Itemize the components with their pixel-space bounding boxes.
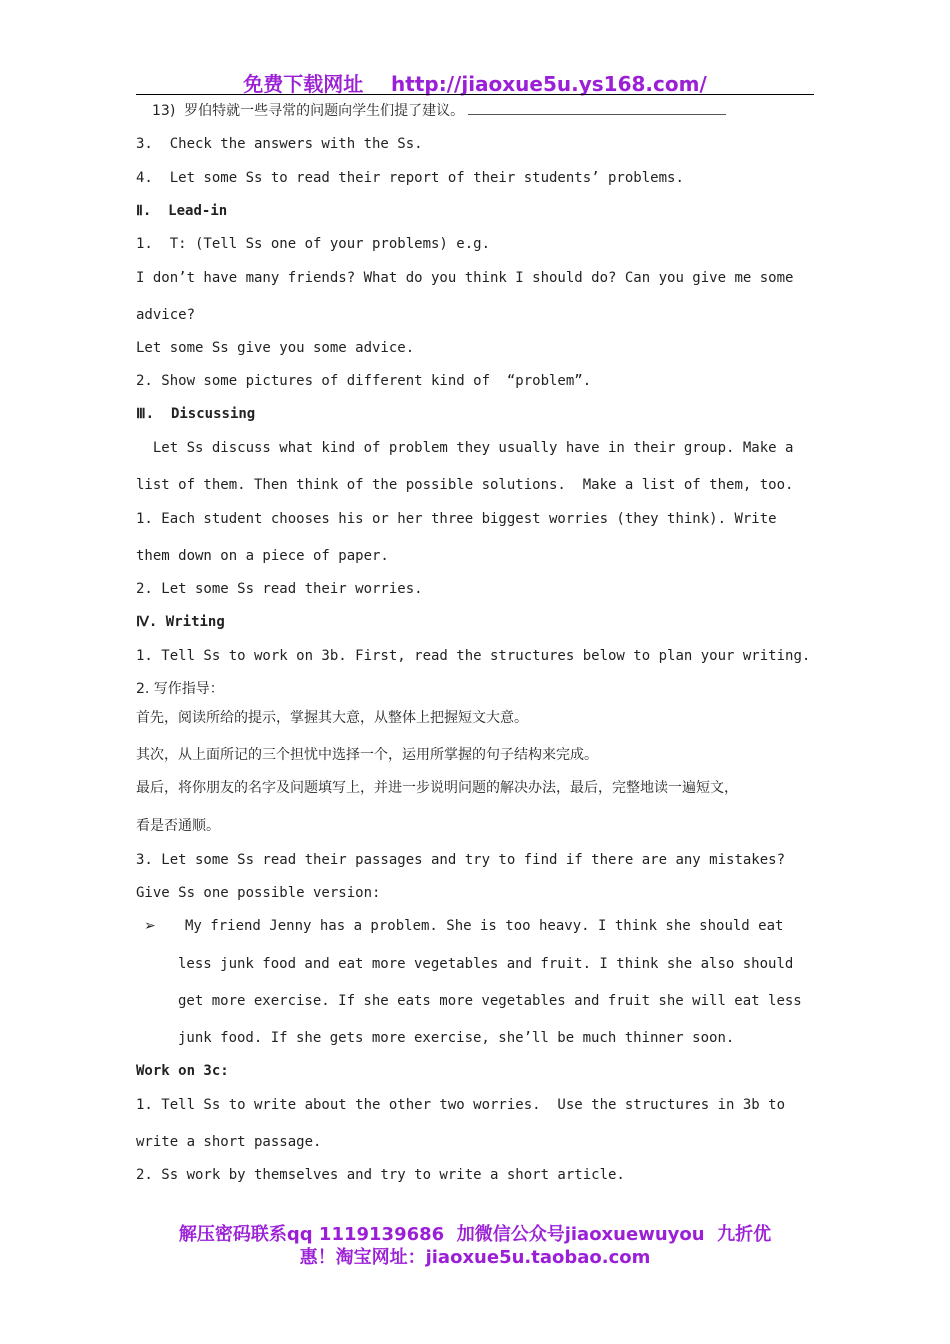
lead-in-example-line-1: I don’t have many friends? What do you think I should do? Can you give me some (136, 270, 794, 286)
writing-step-3: 3. Let some Ss read their passages and try to find if there are any mistakes? (136, 852, 786, 868)
step-read-report: 4. Let some Ss to read their report of their students’ problems. (136, 170, 684, 186)
sample-passage-line-1: My friend Jenny has a problem. She is too heavy. I think she should eat (185, 918, 784, 934)
writing-guide-last-line-2: 看是否通顺。 (136, 818, 220, 834)
work-3c-step-1-line-1: 1. Tell Ss to write about the other two worries. Use the structures in 3b to (136, 1097, 786, 1113)
lead-in-step-2: 2. Show some pictures of different kind of “problem”. (136, 373, 592, 389)
writing-guide-second: 其次，从上面所记的三个担忧中选择一个，运用所掌握的句子结构来完成。 (136, 747, 598, 763)
discussing-step-1-line-2: them down on a piece of paper. (136, 548, 389, 564)
discussing-intro-line-2: list of them. Then think of the possible solutions. Make a list of them, too. (136, 477, 794, 493)
section-lead-in-heading: Ⅱ. Lead-in (136, 203, 228, 219)
footer-line-2: 惠！淘宝网址：jiaoxue5u.taobao.com (299, 1247, 651, 1268)
work-3c-step-1-line-2: write a short passage. (136, 1134, 322, 1150)
exercise-13-text: 13) 罗伯特就一些寻常的问题向学生们提了建议。 (152, 103, 465, 119)
discussing-intro-line-1: Let Ss discuss what kind of problem they usually have in their group. Make a (136, 440, 794, 456)
writing-guide-first: 首先，阅读所给的提示，掌握其大意，从整体上把握短文大意。 (136, 710, 528, 726)
sample-passage-line-2: less junk food and eat more vegetables and fruit. I think she also should (178, 956, 794, 972)
header-link: 免费下载网址 http://jiaoxue5u.ys168.com/ (243, 72, 707, 96)
writing-step-1: 1. Tell Ss to work on 3b. First, read the structures below to plan your writing. (136, 648, 811, 664)
exercise-13 (152, 102, 726, 120)
section-discussing-heading: Ⅲ. Discussing (136, 406, 256, 422)
section-writing-heading: Ⅳ. Writing (136, 614, 225, 630)
work-3c-step-2: 2. Ss work by themselves and try to write a short article. (136, 1167, 625, 1183)
footer-line-1: 解压密码联系qq 1119139686 加微信公众号jiaoxuewuyou 九折优 (178, 1224, 772, 1245)
answer-blank (468, 102, 726, 115)
work-on-3c-heading: Work on 3c: (136, 1063, 229, 1079)
bullet-arrow-icon: ➢ (144, 918, 156, 934)
lead-in-advice: Let some Ss give you some advice. (136, 340, 415, 356)
sample-passage-line-4: junk food. If she gets more exercise, she’ll be much thinner soon. (178, 1030, 735, 1046)
discussing-step-2: 2. Let some Ss read their worries. (136, 581, 423, 597)
header-divider (136, 94, 814, 95)
discussing-step-1-line-1: 1. Each student chooses his or her three biggest worries (they think). Write (136, 511, 777, 527)
step-check-answers: 3. Check the answers with the Ss. (136, 136, 423, 152)
possible-version-intro: Give Ss one possible version: (136, 885, 381, 901)
lead-in-step-1: 1. T: (Tell Ss one of your problems) e.g. (136, 236, 491, 252)
lead-in-example-line-2: advice? (136, 307, 196, 323)
sample-passage-line-3: get more exercise. If she eats more vegetables and fruit she will eat less (178, 993, 802, 1009)
writing-step-2: 2. 写作指导： (136, 681, 224, 697)
writing-guide-last-line-1: 最后，将你朋友的名字及问题填写上，并进一步说明问题的解决办法，最后，完整地读一遍短文， (136, 780, 738, 796)
